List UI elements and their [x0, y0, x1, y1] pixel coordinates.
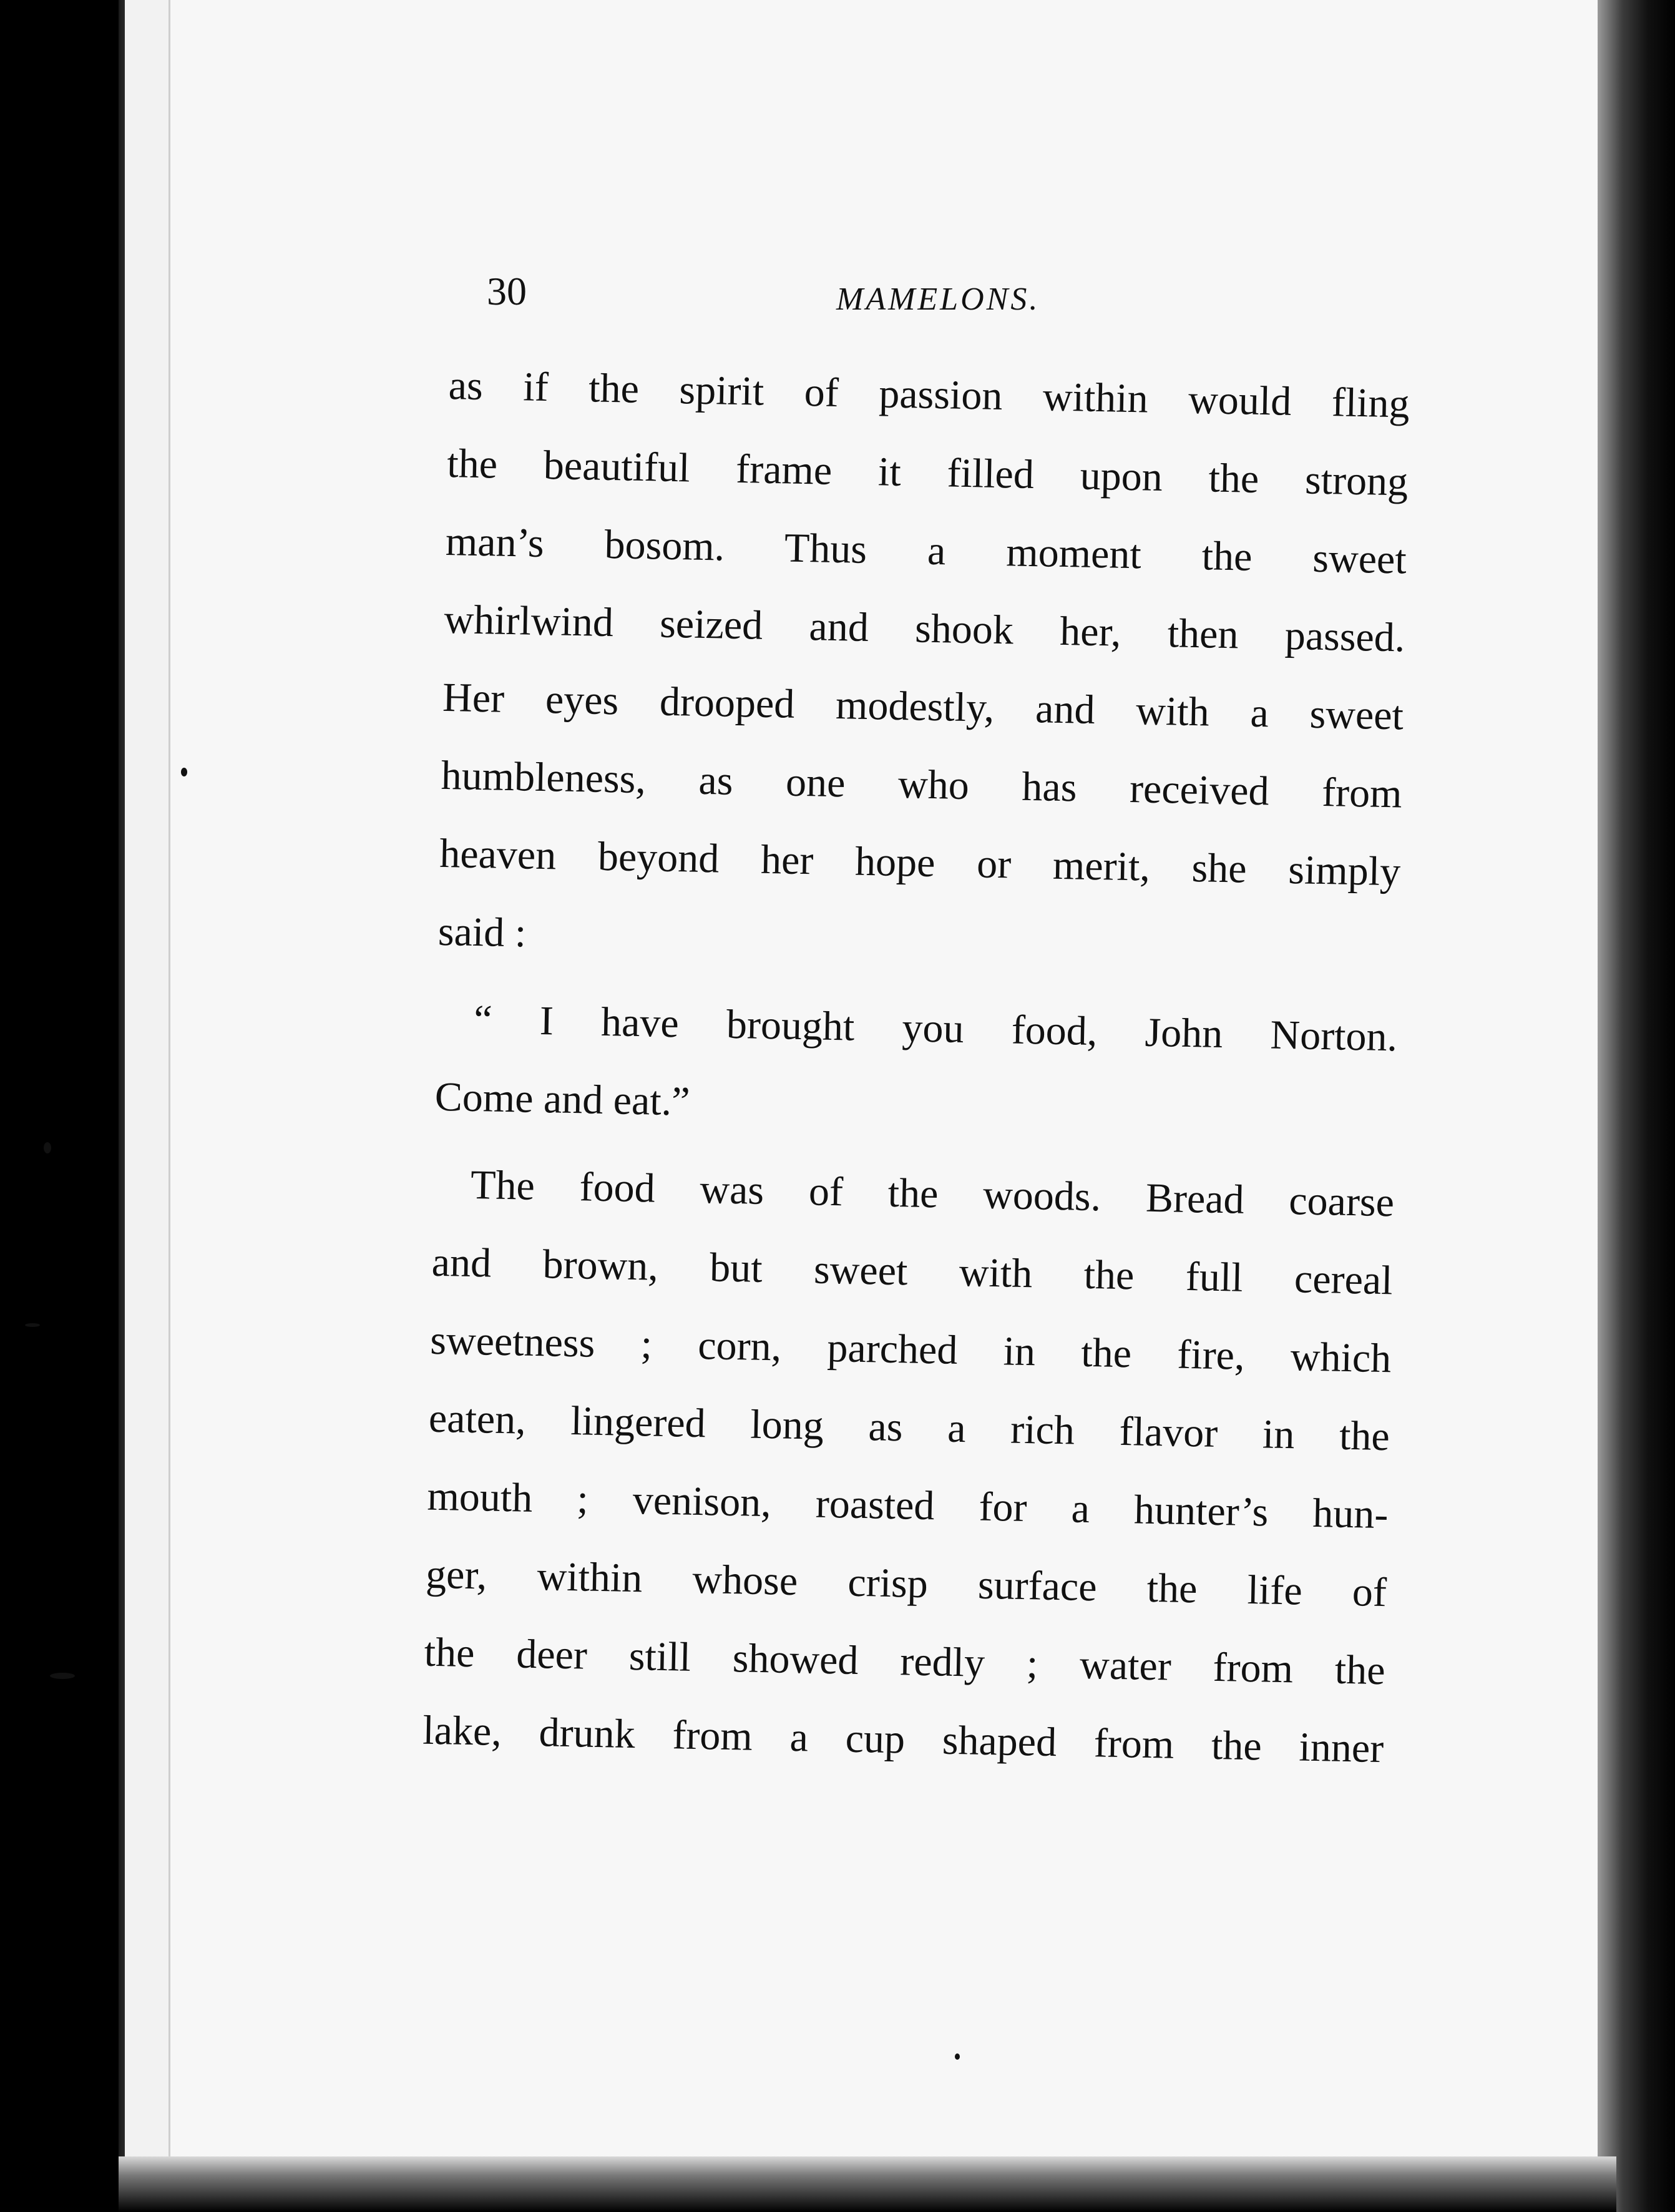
text-line: the beautiful frame it filled upon the strong	[446, 440, 1409, 505]
page-header	[487, 262, 1423, 331]
scan-speck	[25, 1323, 40, 1327]
body-text	[422, 346, 1410, 1788]
scan-speck	[50, 1673, 75, 1679]
text-line: Come and eat.”	[434, 1074, 691, 1125]
text-line: heaven beyond her hope or merit, she simply	[439, 830, 1401, 895]
text-line: lake, drunk from a cup shaped from the inner	[422, 1707, 1384, 1772]
text-line: eaten, lingered long as a rich flavor in the	[428, 1395, 1390, 1460]
text-line: “ I have brought you food, John Norton.	[473, 996, 1398, 1060]
text-line: Her eyes drooped modestly, and with a sweet	[442, 674, 1404, 739]
text-line: sweetness ; corn, parched in the fire, which	[429, 1317, 1392, 1382]
text-line: said :	[437, 908, 527, 956]
scan-speck	[44, 1142, 51, 1153]
text-line: as if the spirit of passion within would fling	[448, 362, 1410, 427]
text-line: mouth ; venison, roasted for a hunter’s hun-	[426, 1473, 1389, 1538]
text-line: and brown, but sweet with the full cereal	[431, 1239, 1394, 1304]
scan-speck	[955, 2053, 960, 2060]
bottom-edge	[119, 2156, 1616, 2212]
text-line: ger, within whose crisp surface the life of	[425, 1551, 1387, 1616]
running-head: MAMELONS.	[836, 281, 1040, 317]
text-line: whirlwind seized and shook her, then passed.	[443, 596, 1406, 661]
scan-speck	[181, 768, 187, 776]
text-line: the deer still showed redly ; water from the	[424, 1629, 1386, 1694]
text-line: humbleness, as one who has received from	[441, 752, 1403, 817]
page-number: 30	[487, 269, 527, 313]
text-line: man’s bosom. Thus a moment the sweet	[445, 518, 1407, 583]
text-line: The food was of the woods. Bread coarse	[470, 1162, 1395, 1226]
right-shadow	[1598, 0, 1675, 2212]
